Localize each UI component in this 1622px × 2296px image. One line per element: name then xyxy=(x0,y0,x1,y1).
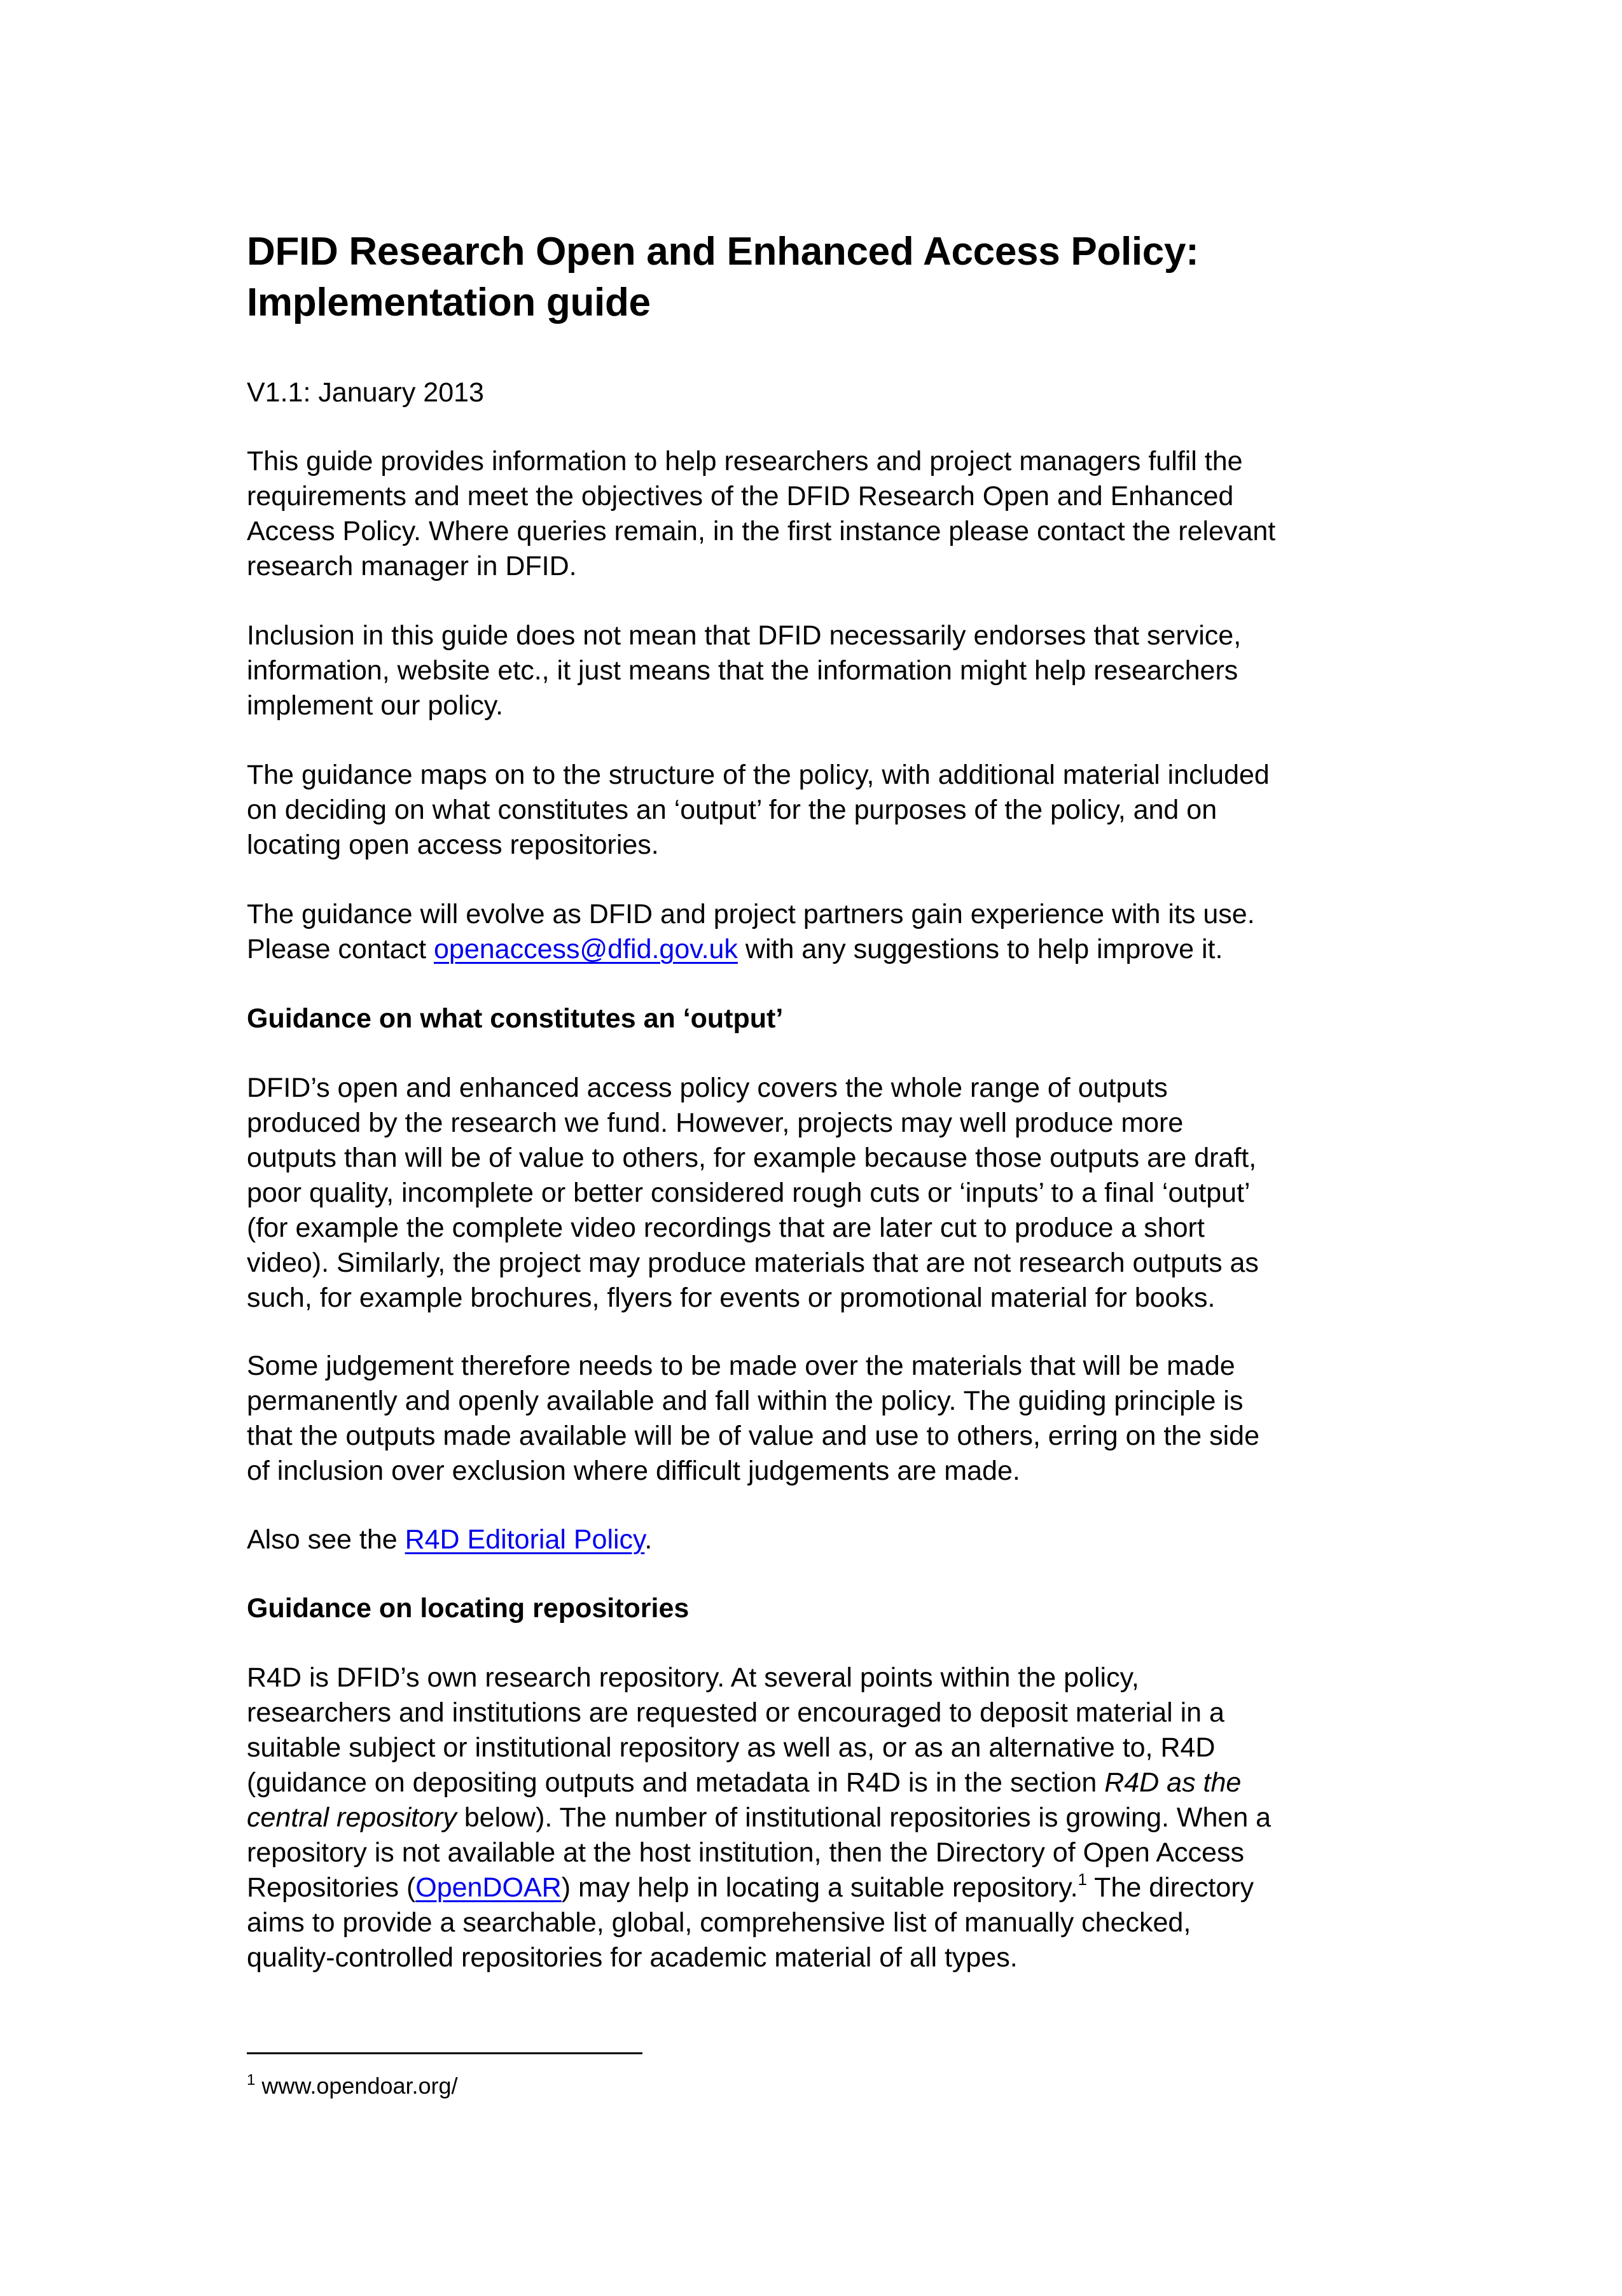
text-fragment: (guidance on depositing outputs and metadata in R4D is in the section xyxy=(247,1767,1105,1798)
title-line: Implementation guide xyxy=(247,281,651,324)
section-heading-repositories: Guidance on locating repositories xyxy=(247,1593,690,1624)
text-fragment: Also see the xyxy=(247,1524,405,1555)
version-date: V1.1: January 2013 xyxy=(247,377,484,408)
text-line: Inclusion in this guide does not mean that DFID necessarily endorses that service, xyxy=(247,620,1242,651)
text-fragment: Please contact xyxy=(247,934,434,964)
text-line: on deciding on what constitutes an ‘output’ for the purposes of the policy, and on xyxy=(247,795,1217,825)
text-fragment: below). The number of institutional repositories is growing. When a xyxy=(456,1802,1272,1833)
text-line: aims to provide a searchable, global, comprehensive list of manually checked, xyxy=(247,1907,1191,1938)
footnote-text: www.opendoar.org/ xyxy=(261,2073,458,2099)
footnote-separator xyxy=(247,2052,642,2054)
text-line: permanently and openly available and fall within the policy. The guiding principle is xyxy=(247,1386,1244,1416)
text-line: such, for example brochures, flyers for events or promotional material for books. xyxy=(247,1283,1216,1313)
text-line xyxy=(247,1765,1271,1800)
text-line: implement our policy. xyxy=(247,690,504,721)
output-paragraph-2 xyxy=(247,1349,1259,1489)
text-line: research manager in DFID. xyxy=(247,551,577,581)
intro-paragraph xyxy=(247,444,1275,584)
text-line: of inclusion over exclusion where difficult judgements are made. xyxy=(247,1456,1020,1486)
structure-paragraph xyxy=(247,758,1270,863)
text-line: R4D is DFID’s own research repository. At several points within the policy, xyxy=(247,1662,1139,1693)
repositories-paragraph xyxy=(247,1660,1271,1975)
evolve-paragraph xyxy=(247,897,1255,967)
output-paragraph-1 xyxy=(247,1071,1259,1316)
footnote-number: 1 xyxy=(247,2071,256,2089)
text-line: Some judgement therefore needs to be made over the materials that will be made xyxy=(247,1351,1235,1381)
document-title xyxy=(247,226,1199,328)
text-line: This guide provides information to help researchers and project managers fulfil the xyxy=(247,446,1243,477)
text-line: Access Policy. Where queries remain, in the first instance please contact the relevant xyxy=(247,516,1276,546)
text-line: that the outputs made available will be of value and use to others, erring on the side xyxy=(247,1421,1260,1451)
text-line: locating open access repositories. xyxy=(247,830,659,860)
text-line: requirements and meet the objectives of the DFID Research Open and Enhanced xyxy=(247,481,1234,511)
footnote xyxy=(247,2071,458,2101)
text-line: poor quality, incomplete or better considered rough cuts or ‘inputs’ to a final ‘output’ xyxy=(247,1178,1251,1208)
text-fragment: The directory xyxy=(1087,1872,1254,1903)
text-line: produced by the research we fund. However, projects may well produce more xyxy=(247,1108,1184,1138)
text-fragment: . xyxy=(644,1524,653,1555)
email-link[interactable]: openaccess@dfid.gov.uk xyxy=(434,934,738,964)
text-line xyxy=(247,1800,1271,1835)
text-line: information, website etc., it just means that the information might help researchers xyxy=(247,655,1238,686)
text-line: repository is not available at the host institution, then the Directory of Open Access xyxy=(247,1837,1244,1868)
section-heading-output: Guidance on what constitutes an ‘output’ xyxy=(247,1003,784,1034)
text-fragment: with any suggestions to help improve it. xyxy=(737,934,1223,964)
text-line: researchers and institutions are requested or encouraged to deposit material in a xyxy=(247,1697,1224,1728)
also-see-line xyxy=(247,1522,652,1557)
footnote-reference[interactable]: 1 xyxy=(1078,1870,1088,1889)
text-line: suitable subject or institutional repository as well as, or as an alternative to, R4D xyxy=(247,1732,1216,1763)
title-line: DFID Research Open and Enhanced Access Policy: xyxy=(247,230,1199,274)
text-line xyxy=(247,932,1255,967)
opendoar-link[interactable]: OpenDOAR xyxy=(415,1872,562,1903)
text-line xyxy=(247,1870,1271,1905)
text-line: The guidance maps on to the structure of the policy, with additional material included xyxy=(247,760,1270,790)
text-line: DFID’s open and enhanced access policy covers the whole range of outputs xyxy=(247,1073,1168,1103)
text-line: outputs than will be of value to others, for example because those outputs are draft, xyxy=(247,1143,1257,1173)
r4d-editorial-policy-link[interactable]: R4D Editorial Policy xyxy=(405,1524,645,1555)
text-fragment: Repositories ( xyxy=(247,1872,416,1903)
text-line: (for example the complete video recordings that are later cut to produce a short xyxy=(247,1213,1205,1243)
text-fragment: ) may help in locating a suitable repository. xyxy=(561,1872,1078,1903)
inclusion-paragraph xyxy=(247,618,1241,723)
section-reference: central repository xyxy=(247,1802,457,1833)
text-line: video). Similarly, the project may produce materials that are not research outputs as xyxy=(247,1248,1259,1278)
text-line: quality-controlled repositories for academic material of all types. xyxy=(247,1942,1018,1973)
section-reference: R4D as the xyxy=(1104,1767,1242,1798)
text-line: The guidance will evolve as DFID and project partners gain experience with its use. xyxy=(247,899,1255,929)
